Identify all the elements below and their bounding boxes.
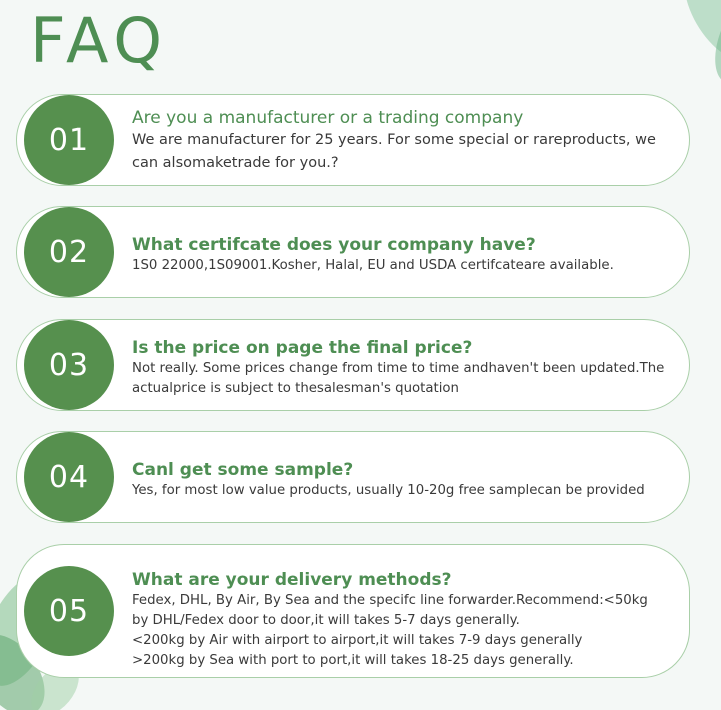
faq-question: Are you a manufacturer or a trading company xyxy=(132,108,524,128)
faq-answer-line: Yes, for most low value products, usually 10-20g free samplecan be provided xyxy=(132,483,645,498)
faq-card xyxy=(16,319,690,411)
faq-card xyxy=(16,544,690,678)
faq-question: Is the price on page the final price? xyxy=(132,338,473,358)
faq-card xyxy=(16,206,690,298)
faq-question: What are your delivery methods? xyxy=(132,570,452,590)
faq-number-badge: 03 xyxy=(24,320,114,410)
faq-answer-line: can alsomaketrade for you.? xyxy=(132,155,339,171)
faq-number-badge: 01 xyxy=(24,95,114,185)
faq-answer-line: We are manufacturer for 25 years. For some special or rareproducts, we xyxy=(132,132,656,148)
faq-number-badge: 05 xyxy=(24,566,114,656)
faq-answer-line: by DHL/Fedex door to door,it will takes 5-7 days generally. xyxy=(132,613,520,628)
faq-answer-line: >200kg by Sea with port to port,it will takes 18-25 days generally. xyxy=(132,653,574,668)
page-title: FAQ xyxy=(30,4,169,77)
faq-answer-line: 1S0 22000,1S09001.Kosher, Halal, EU and USDA certifcateare available. xyxy=(132,258,614,273)
leaf-decoration-icon xyxy=(651,0,721,90)
faq-card xyxy=(16,431,690,523)
faq-answer-line: <200kg by Air with airport to airport,it will takes 7-9 days generally xyxy=(132,633,583,648)
faq-number-badge: 04 xyxy=(24,432,114,522)
faq-answer-line: actualprice is subject to thesalesman's quotation xyxy=(132,381,459,396)
faq-answer-line: Not really. Some prices change from time to time andhaven't been updated.The xyxy=(132,361,665,376)
faq-card xyxy=(16,94,690,186)
faq-number-badge: 02 xyxy=(24,207,114,297)
faq-question: What certifcate does your company have? xyxy=(132,235,536,255)
faq-question: Canl get some sample? xyxy=(132,460,354,480)
faq-answer-line: Fedex, DHL, By Air, By Sea and the specifc line forwarder.Recommend:<50kg xyxy=(132,593,648,608)
